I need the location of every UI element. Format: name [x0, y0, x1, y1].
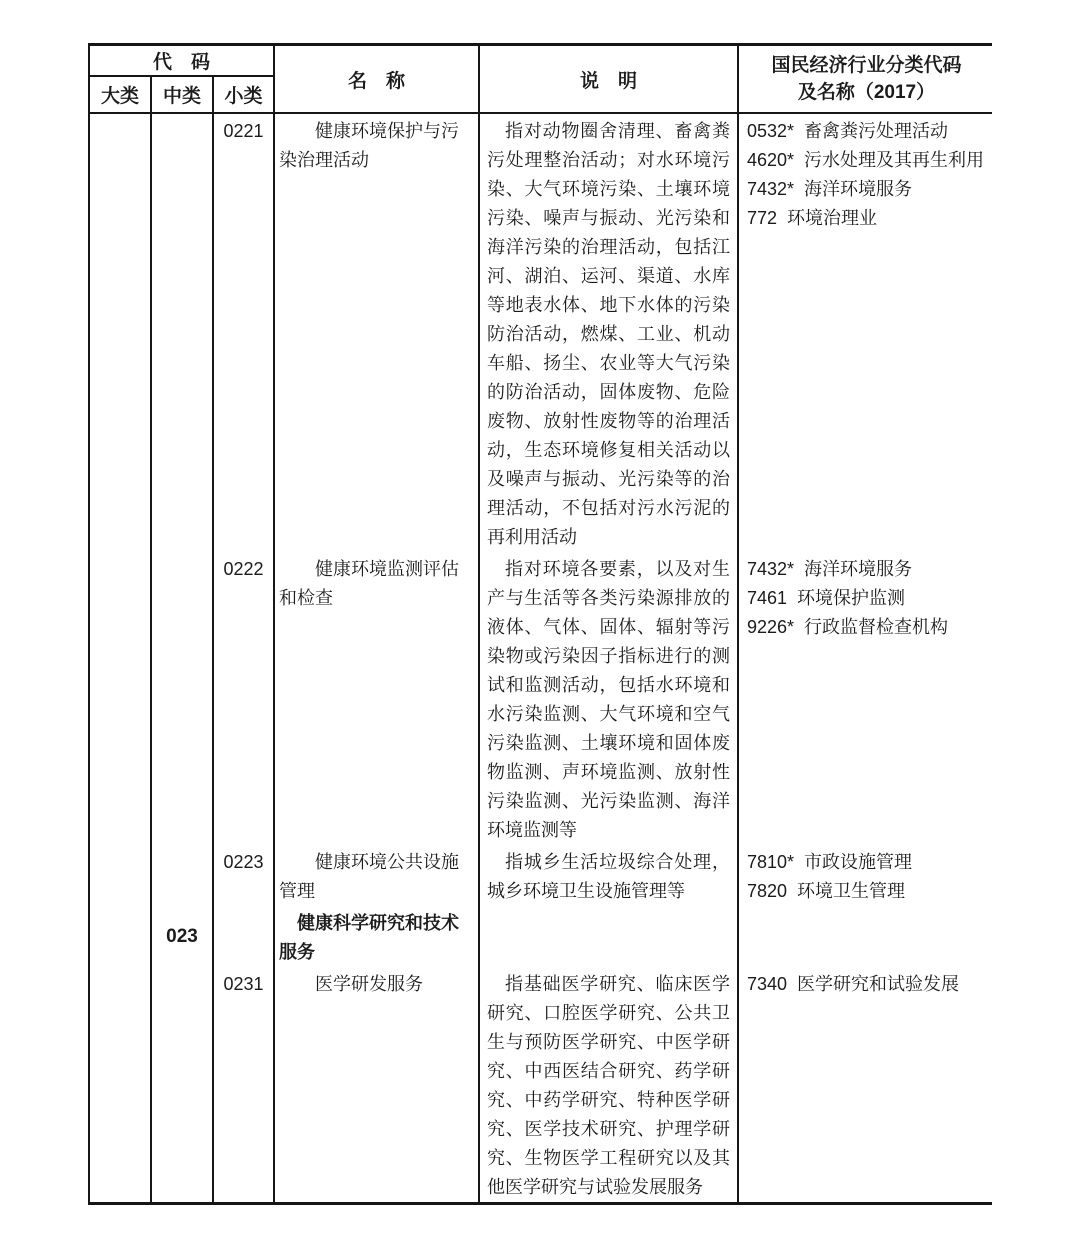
header-major-class: 大类: [90, 77, 152, 112]
cell-major-empty: [90, 967, 152, 1202]
cell-description: [480, 845, 739, 906]
header-industry-ref-line2: 及名称（2017）: [797, 82, 936, 103]
cell-minor-code: 0231: [214, 967, 275, 1202]
entry-name: 健康环境公共设施管理: [279, 852, 459, 901]
cell-mid-empty: [152, 845, 214, 906]
ref-list: [739, 967, 994, 999]
cell-major-empty: [90, 906, 152, 967]
cell-minor-empty: [214, 906, 275, 967]
header-minor-class: 小类: [214, 77, 275, 112]
entry-name: 医学研发服务: [315, 974, 423, 994]
entry-description: 指基础医学研究、临床医学研究、口腔医学研究、公共卫生与预防医学研究、中医学研究、中西医结合研究、药学研究、中药学研究、特种医学研究、医学技术研究、护理学研究、生物医学工程研究以及其他医学研究与试验发展服务: [487, 974, 730, 1197]
cell-mid-empty: [152, 114, 214, 552]
ref-item: 7820 环境卫生管理: [747, 881, 906, 901]
cell-minor-code: 0221: [214, 114, 275, 552]
entry-name: 健康环境保护与污染治理活动: [279, 121, 459, 170]
ref-item: 4620* 污水处理及其再生利用: [747, 150, 985, 170]
cell-mid-empty: [152, 552, 214, 845]
cell-industry-refs-empty: [739, 906, 994, 967]
cell-name: [275, 967, 480, 1202]
cell-mid-empty: [152, 967, 214, 1202]
cell-industry-refs: [739, 552, 994, 845]
cell-name: [275, 114, 480, 552]
header-code-group: 代 码: [90, 46, 275, 77]
classification-table: [88, 43, 992, 1205]
cell-industry-refs: [739, 967, 994, 1202]
ref-list: [739, 114, 994, 233]
cell-name: [275, 845, 480, 906]
ref-item: 772 环境治理业: [747, 208, 878, 228]
ref-item: 7340 医学研究和试验发展: [747, 974, 960, 994]
cell-major-empty: [90, 552, 152, 845]
cell-name: [275, 552, 480, 845]
header-industry-ref-line1: 国民经济行业分类代码: [771, 55, 962, 76]
header-name: 名 称: [275, 46, 480, 112]
header-industry-ref: [739, 46, 994, 112]
entry-description: 指对动物圈舍清理、畜禽粪污处理整治活动；对水环境污染、大气环境污染、土壤环境污染、噪声与振动、光污染和海洋污染的治理活动，包括江河、湖泊、运河、渠道、水库等地表水体、地下水体的污染防治活动，燃煤、工业、机动车船、扬尘、农业等大气污染的防治活动，固体废物、危险废物、放射性废物等的治理活动，生态环境修复相关活动以及噪声与振动、光污染等的治理活动，不包括对污水污泥的再利用活动: [487, 121, 730, 547]
cell-description: [480, 114, 739, 552]
cell-major-empty: [90, 845, 152, 906]
cell-minor-code: 0222: [214, 552, 275, 845]
entry-group-name: 健康科学研究和技术服务: [279, 913, 459, 962]
cell-major-empty: [90, 114, 152, 552]
cell-name: [275, 906, 480, 967]
cell-industry-refs: [739, 114, 994, 552]
table-body: [88, 114, 992, 1205]
cell-description: [480, 967, 739, 1202]
cell-description-empty: [480, 906, 739, 967]
header-description: 说 明: [480, 46, 739, 112]
table-header: [88, 43, 992, 114]
cell-mid-code: 023: [152, 906, 214, 967]
entry-description: 指城乡生活垃圾综合处理，城乡环境卫生设施管理等: [487, 852, 730, 901]
ref-list: [739, 845, 994, 906]
ref-item: 7461 环境保护监测: [747, 588, 906, 608]
ref-item: 7810* 市政设施管理: [747, 852, 913, 872]
entry-description: 指对环境各要素，以及对生产与生活等各类污染源排放的液体、气体、固体、辐射等污染物或污染因子指标进行的测试和监测活动，包括水环境和水污染监测、大气环境和空气污染监测、土壤环境和固体废物监测、声环境监测、放射性污染监测、光污染监测、海洋环境监测等: [487, 559, 730, 840]
cell-minor-code: 0223: [214, 845, 275, 906]
cell-industry-refs: [739, 845, 994, 906]
ref-item: 7432* 海洋环境服务: [747, 179, 913, 199]
ref-item: 9226* 行政监督检查机构: [747, 617, 949, 637]
entry-name: 健康环境监测评估和检查: [279, 559, 459, 608]
ref-item: 7432* 海洋环境服务: [747, 559, 913, 579]
header-mid-class: 中类: [152, 77, 214, 112]
ref-list: [739, 552, 994, 642]
ref-item: 0532* 畜禽粪污处理活动: [747, 121, 949, 141]
cell-description: [480, 552, 739, 845]
